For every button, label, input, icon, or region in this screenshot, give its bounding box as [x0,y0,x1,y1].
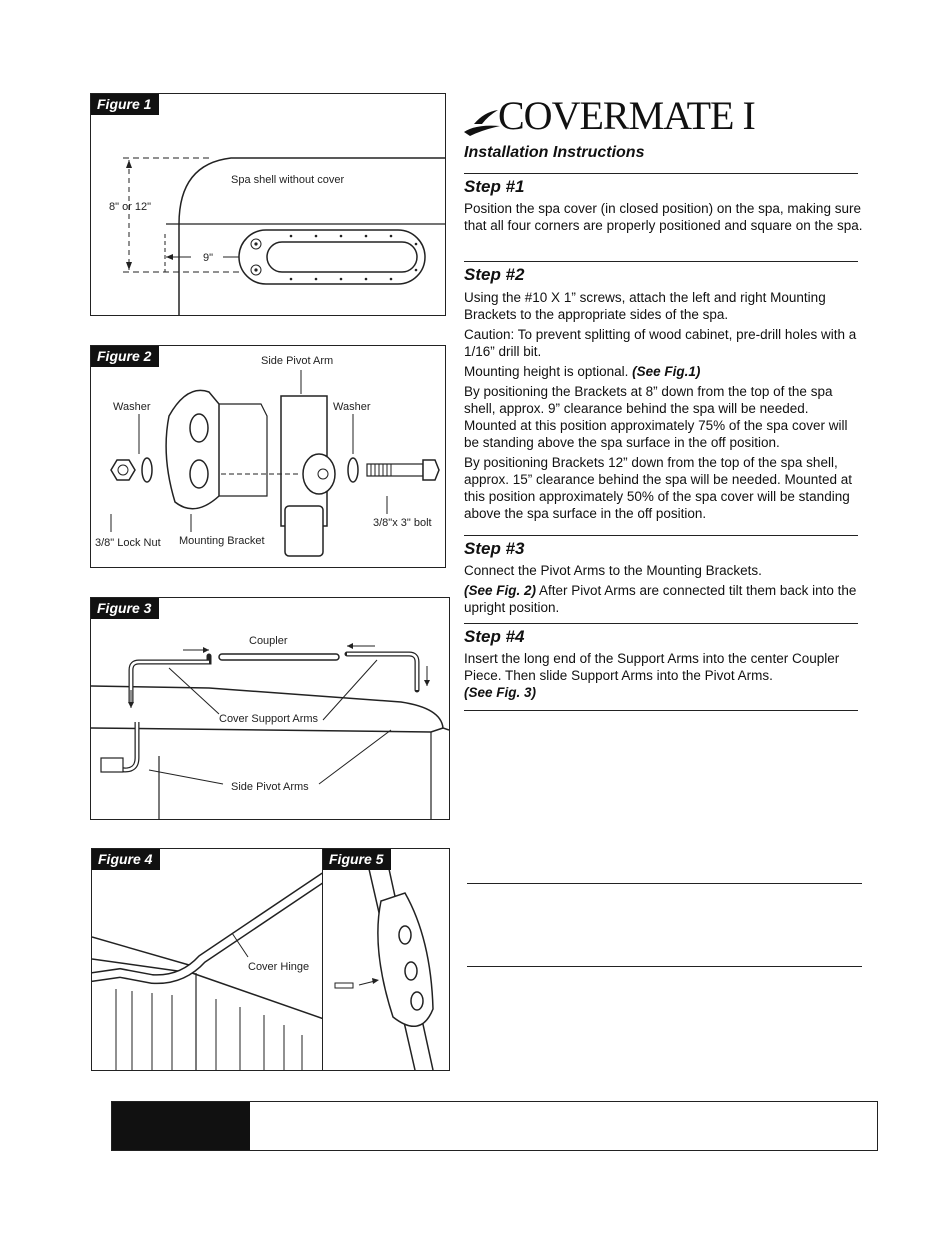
step-2-text-3: Mounting height is optional. (See Fig.1) [464,364,701,379]
figure-3-tag: Figure 3 [91,598,159,619]
brand-logo [462,88,755,136]
step-2-body [464,289,864,525]
fig1-height-label: 8" or 12" [109,201,152,213]
figure-2 [90,345,446,568]
step-3-body [464,562,864,619]
figure-2-drawing [91,346,445,567]
footer-bar [111,1101,878,1151]
step-2-text-4: By positioning the Brackets at 8” down from the top of the spa shell, approx. 9” clearance behind the spa will be needed. Mounted at this position approximately 75% of the spa cover will be standing above the spa surface in the off position. [464,384,848,450]
figure-3-drawing [91,598,449,819]
step-2-text-2: Caution: To prevent splitting of wood cabinet, pre-drill holes with a 1/16” drill bit. [464,327,857,359]
fig-3-reference: (See Fig. 3) [464,685,537,700]
figure-5-tag: Figure 5 [323,849,391,870]
fig3-pivot-label: Side Pivot Arms [231,781,309,793]
divider [464,710,858,711]
figure-5 [322,848,450,1071]
step-2-text-1: Using the #10 X 1” screws, attach the left and right Mounting Brackets to the appropriate sides of the spa. [464,290,826,322]
fig2-locknut-label: 3/8" Lock Nut [95,537,161,549]
fig2-bolt-label: 3/8"x 3" bolt [373,517,432,529]
step-1-text: Position the spa cover (in closed position) on the spa, making sure that all four corners are properly positioned and square on the spa. [464,201,863,233]
figure-5-drawing [323,849,449,1070]
step-3-text-1: Connect the Pivot Arms to the Mounting Brackets. [464,563,762,578]
swoosh-icon [462,102,502,136]
divider [464,535,858,536]
figure-4-tag: Figure 4 [92,849,160,870]
fig3-support-label: Cover Support Arms [219,713,319,725]
fig-2-reference: (See Fig. 2) [464,583,537,598]
figure-3 [90,597,450,820]
fig3-coupler-label: Coupler [249,635,288,647]
divider [464,623,858,624]
blank-line [467,883,862,884]
fig2-washer-right-label: Washer [333,401,371,413]
step-1-body [464,200,864,237]
fig1-clearance-label: 9" [203,252,214,264]
fig2-pivot-label: Side Pivot Arm [261,355,334,367]
footer-black-block [112,1102,250,1150]
figure-1-drawing [91,94,445,315]
figure-1-tag: Figure 1 [91,94,159,115]
step-4-text: Insert the long end of the Support Arms into the center Coupler Piece. Then slide Support Arms into the Pivot Arms. (See Fig. 3) [464,651,840,700]
document-title: Installation Instructions [464,144,645,161]
fig2-washer-left-label: Washer [113,401,151,413]
fig4-hinge-label: Cover Hinge [248,961,310,973]
figure-4-drawing [92,849,324,1070]
brand-name: COVERMATE I [498,93,755,138]
step-2-text-5: By positioning Brackets 12” down from the top of the spa shell, approx. 15” clearance behind the spa will be needed. Mounted at this position approximately 50% of the spa cover will be standing above the spa surface in the off position. [464,455,853,521]
figure-4 [91,848,325,1071]
divider [464,173,858,174]
fig1-shell-label: Spa shell without cover [231,174,345,186]
step-3-text-2: (See Fig. 2) After Pivot Arms are connected tilt them back into the upright position. [464,583,857,615]
divider [464,261,858,262]
figure-1 [90,93,446,316]
step-4-body [464,650,864,704]
step-3-heading: Step #3 [464,539,525,558]
step-4-heading: Step #4 [464,627,525,646]
step-2-heading: Step #2 [464,265,525,284]
figure-2-tag: Figure 2 [91,346,159,367]
blank-line [467,966,862,967]
step-1-heading: Step #1 [464,177,525,196]
fig-1-reference: (See Fig.1) [632,364,701,379]
fig2-bracket-label: Mounting Bracket [179,535,265,547]
